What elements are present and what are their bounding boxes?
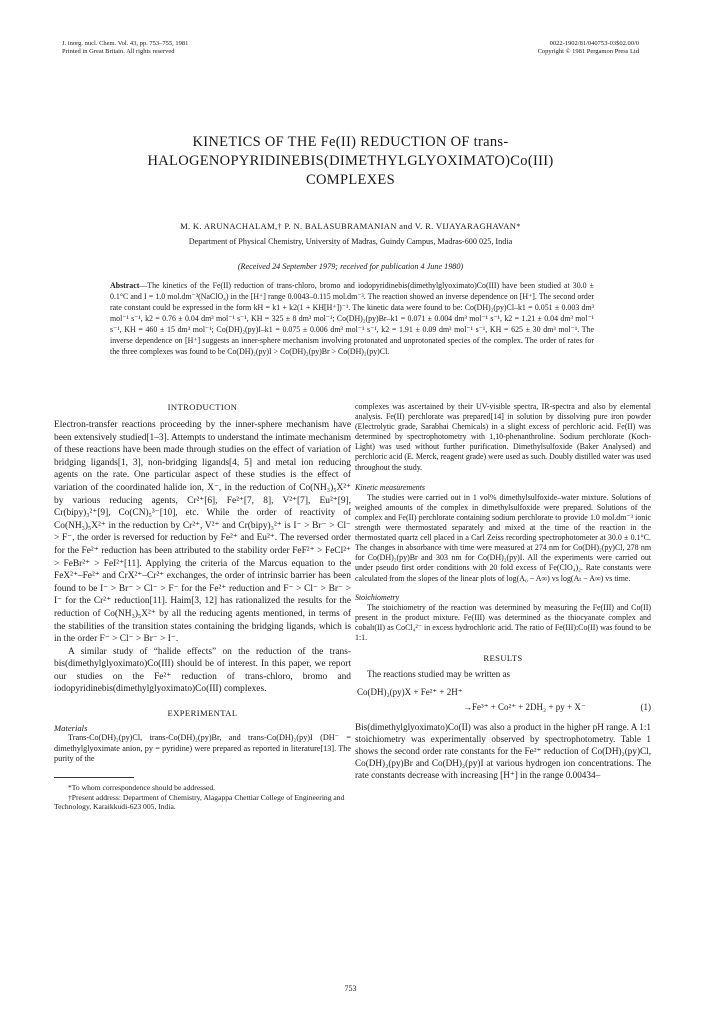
left-column xyxy=(54,402,351,812)
introduction-paragraph-1: Electron-transfer reactions proceeding by the inner-sphere mechanism have been extensively studied[1–3]. Attempts to understand the intimate mechanism of these reactions have been made through studies on the effect of variation of bridging ligands[1, 3], non-bridging ligands[4, 5] and metal ion reducing agents on the rate. One particular aspect of these studies is the effect of variation of the coordinated halide ion, X⁻, in the reduction of Co(NH₃)₅X²⁺ by various reducing agents, Cr²⁺[6], Fe²⁺[7, 8], V²⁺[7], Eu²⁺[9], Cr(bipy)₃²⁺[9], Co(CN)₅³⁻[10], etc. While the order of reactivity of Co(NH₃)₅X²⁺ in the reduction by Cr²⁺, V²⁺ and Cr(bipy)₃²⁺ is I⁻ > Br⁻ > Cl⁻ > F⁻, the order is reversed for reduction by Fe²⁺ and Eu²⁺. The reversed order for the Fe²⁺ reduction has been attributed to the stability order FeF²⁺ > FeCl²⁺ > FeBr²⁺ > FeI²⁺[11]. Applying the criteria of the Marcus equation to the FeX²⁺–Fe²⁺ and CrX²⁺–Cr²⁺ exchanges, the order of intrinsic barrier has been found to be I⁻ > Br⁻ > Cl⁻ > F⁻ for the Fe²⁺ reduction and F⁻ > Cl⁻ > Br⁻ > I⁻ for the Cr²⁺ reduction[11]. Haim[3, 12] has rationalized the results for the reduction of Co(NH₃)₅X²⁺ by all the reducing agents mentioned, in terms of the stabilities of the transition states containing the bridging ligands, which is in the order F⁻ > Cl⁻ > Br⁻ > I⁻. xyxy=(54,420,351,645)
page-number: 753 xyxy=(344,984,357,993)
introduction-paragraph-2: A similar study of “halide effects” on the reduction of the trans-bis(dimethylglyoximato)Co(III) should be of interest. In this paper, we report our studies on the Fe²⁺ reduction of trans-chloro, bromo and iodopyridinebis(dimethylglyoximato)Co(III) complexes. xyxy=(54,646,351,695)
journal-citation: J. inorg. nucl. Chem. Vol. 43, pp. 753–755, 1981 xyxy=(62,40,189,47)
equation-lhs: Co(DH)₂(py)X + Fe²⁺ + 2H⁺ xyxy=(357,686,463,697)
abstract xyxy=(110,280,594,357)
abstract-text: —The kinetics of the Fe(II) reduction of trans-chloro, bromo and iodopyridinebis(dimethylglyoximato)Co(III) have been studied at 30.0 ± 0.1°C and I = 1.0 mol.dm⁻³(NaClO₄) in the [H⁺] range 0.0043–0.115 mol.dm⁻³. The reaction showed an inverse dependence on [H⁺]. The second order rate constant could be expressed in the form kH = k1 + k2(1 + KH[H⁺])⁻¹. The kinetic data were found to be: Co(DH)₂(py)Cl–k1 = 0.051 ± 0.003 dm³ mol⁻¹ s⁻¹, k2 = 0.76 ± 0.04 dm³ mol⁻¹ s⁻¹, KH = 325 ± 8 dm³ mol⁻¹; Co(DH)₂(py)Br–k1 = 0.071 ± 0.004 dm³ mol⁻¹ s⁻¹, k2 = 1.21 ± 0.04 dm³ mol⁻¹ s⁻¹, KH = 460 ± 15 dm³ mol⁻¹; Co(DH)₂(py)I–k1 = 0.075 ± 0.006 dm³ mol⁻¹ s⁻¹, k2 = 1.91 ± 0.09 dm³ mol⁻¹ s⁻¹, KH = 625 ± 30 dm³ mol⁻¹. The inverse dependence on [H⁺] suggests an inner-sphere mechanism involving protonated and unprotonated species of the complex. The order of rates for the three complexes was found to be Co(DH)₂(py)I > Co(DH)₂(py)Br > Co(DH)₂(py)Cl. xyxy=(110,281,594,357)
kinetic-measurements-paragraph: The studies were carried out in 1 vol% dimethylsulfoxide–water mixture. Solutions of weighed amounts of the complex in dimethylsulfoxide were prepared. Solutions of the complex and Fe(II) perchlorate containing sodium perchlorate to provide 1.0 mol.dm⁻³ ionic strength were thermostated separately and mixed at the time of the reaction in the thermostated quartz cell placed in a Carl Zeiss recording spectrophotometer at 30.0 ± 0.1°C. The changes in absorbance with time were measured at 274 nm for Co(DH)₂(py)Cl, 278 nm for Co(DH)₂(py)Br and 303 nm for Co(DH)₂(py)I. All the experiments were carried out under pseudo first order conditions with 20 fold excess of Fe(ClO₄)₂. Rate constants were calculated from the slopes of the linear plots of log(A₀ − A∞) vs log(Aₜ − A∞) vs time. xyxy=(355,492,651,583)
equation-1 xyxy=(355,687,651,717)
results-paragraph: Bis(dimethylglyoximato)Co(II) was also a product in the higher pH range. A 1:1 stoichiometry was experimentally observed by spectrophotometry. Table 1 shows the second order rate constants for the Fe²⁺ reduction of Co(DH)₂(py)Cl, Co(DH)₂(py)Br and Co(DH)₂(py)I at various hydrogen ion concentrations. The rate constants decrease with increasing [H⁺] in the range 0.00434– xyxy=(355,721,651,781)
copyright-notice: Copyright © 1981 Pergamon Press Ltd xyxy=(537,48,639,55)
print-notice: Printed in Great Britain. All rights reserved xyxy=(62,48,175,55)
stoichiometry-heading: Stoichiometry xyxy=(355,592,400,602)
abstract-label: Abstract xyxy=(110,281,140,290)
footnote-present-address: †Present address: Department of Chemistry, Alagappa Chettiar College of Engineering and Technology, Karaikkudi-623 005, India. xyxy=(54,792,345,812)
right-column xyxy=(355,402,651,782)
footnote-rule xyxy=(54,777,134,778)
affiliation: Department of Physical Chemistry, University of Madras, Guindy Campus, Madras-600 025, India xyxy=(188,237,513,246)
title-line-3: COMPLEXES xyxy=(306,172,395,188)
title-line-2: HALOGENOPYRIDINEBIS(DIMETHYLGLYOXIMATO)Co(III) xyxy=(147,153,554,169)
journal-header-right xyxy=(538,40,639,56)
journal-header-left xyxy=(62,40,188,56)
introduction-heading: INTRODUCTION xyxy=(167,402,238,412)
journal-code: 0022-1902/81/040753-03$02.00/0 xyxy=(549,40,639,47)
equation-rhs: →Fe³⁺ + Co²⁺ + 2DH₂ + py + X⁻ xyxy=(463,701,586,712)
results-intro: The reactions studied may be written as xyxy=(367,669,510,680)
kinetic-measurements-heading: Kinetic measurements xyxy=(355,482,426,492)
title-line-1: KINETICS OF THE Fe(II) REDUCTION OF trans- xyxy=(192,134,509,150)
footnote-correspondence: *To whom correspondence should be addressed. xyxy=(68,782,216,792)
article-title xyxy=(0,133,701,190)
results-heading: RESULTS xyxy=(483,653,523,664)
equation-number: (1) xyxy=(640,701,651,712)
stoichiometry-paragraph: The stoichiometry of the reaction was determined by measuring the Fe(III) and Co(II) present in the product mixture. Fe(III) was determined as the thiocyanate complex and cobalt(II) as CoCl₄²⁻ in excess hydrochloric acid. The ratio of Fe(III):Co(II) was found to be 1:1. xyxy=(355,602,651,642)
materials-continued-paragraph: complexes was ascertained by their UV-visible spectra, IR-spectra and also by elemental analysis. Fe(II) perchlorate was prepared[14] in solution by dissolving pure iron powder (Electrolytic grade, Sarabhai Chemicals) in a slight excess of perchloric acid. Fe(II) was determined by spectrophotometry with 1,10-phenanthroline. Sodium perchlorate (Koch-Light) was used without further purification. Dimethylsulfoxide (Baker Analysed) and perchloric acid (E. Merck, reagent grade) were used as such. Doubly distilled water was used throughout the study. xyxy=(355,402,652,472)
materials-heading: Materials xyxy=(54,723,88,734)
received-dates: (Received 24 September 1979; received for publication 4 June 1980) xyxy=(237,262,464,271)
author-list: M. K. ARUNACHALAM,† P. N. BALASUBRAMANIAN and V. R. VIJAYARAGHAVAN* xyxy=(180,221,521,231)
experimental-heading: EXPERIMENTAL xyxy=(167,708,238,719)
materials-paragraph: Trans-Co(DH)₂(py)Cl, trans-Co(DH)₂(py)Br, and trans-Co(DH)₂(py)I (DH⁻ = dimethylglyoximate anion, py = pyridine) were prepared as reported in literature[13]. The purity of the xyxy=(54,733,351,764)
